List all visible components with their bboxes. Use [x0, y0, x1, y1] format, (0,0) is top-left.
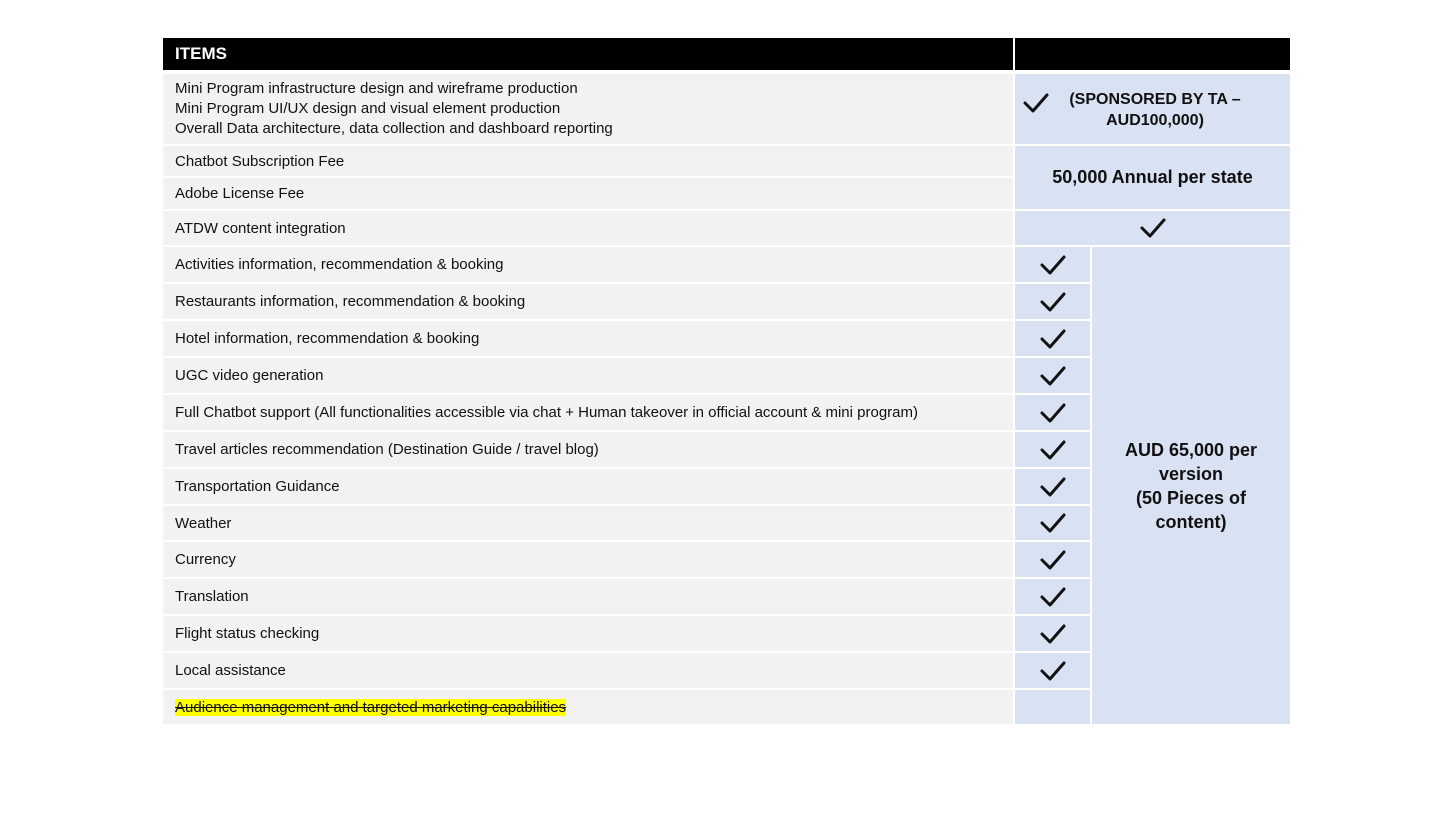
atdw-check-cell: [1015, 211, 1290, 245]
checkmark-icon: [1040, 402, 1066, 424]
feature-check-cell: [1015, 653, 1090, 688]
version-price-line-4: content): [1155, 511, 1227, 532]
checkmark-icon: [1040, 586, 1066, 608]
mini-program-line-3: Overall Data architecture, data collection and dashboard reporting: [175, 120, 613, 137]
feature-label: Activities information, recommendation & booking: [175, 256, 504, 273]
mini-program-items: [163, 74, 1013, 144]
checkmark-icon: [1040, 660, 1066, 682]
feature-check-cell: [1015, 321, 1090, 356]
checkmark-icon: [1140, 217, 1166, 239]
feature-check-cell: [1015, 395, 1090, 430]
atdw-row: ATDW content integration: [163, 211, 1013, 245]
feature-row: [163, 506, 1013, 540]
feature-row: [163, 432, 1013, 467]
feature-check-cell: [1015, 506, 1090, 540]
feature-label: Restaurants information, recommendation & booking: [175, 293, 526, 310]
feature-check-cell: [1015, 284, 1090, 319]
feature-label: Audience management and targeted marketing capabilities: [175, 698, 567, 716]
feature-check-cell: [1015, 579, 1090, 614]
version-price-line-1: AUD 65,000 per: [1124, 439, 1258, 460]
feature-check-cell: [1015, 469, 1090, 504]
feature-row: [163, 247, 1013, 282]
feature-row: [163, 284, 1013, 319]
mini-program-line-2: Mini Program UI/UX design and visual element production: [175, 100, 561, 117]
feature-check-cell: [1015, 616, 1090, 651]
version-price-cell: [1092, 247, 1290, 724]
checkmark-icon: [1040, 439, 1066, 461]
feature-label: Full Chatbot support (All functionalities accessible via chat + Human takeover in official account & mini program): [175, 404, 918, 421]
feature-row: [163, 321, 1013, 356]
feature-label: Translation: [175, 588, 249, 605]
checkmark-icon: [1040, 549, 1066, 571]
mini-program-line-1: Mini Program infrastructure design and wireframe production: [175, 80, 578, 97]
feature-row: [163, 690, 1013, 724]
checkmark-icon: [1023, 92, 1049, 114]
feature-label: Transportation Guidance: [175, 478, 340, 495]
checkmark-icon: [1040, 623, 1066, 645]
feature-row: [163, 579, 1013, 614]
checkmark-icon: [1040, 476, 1066, 498]
feature-check-cell: [1015, 358, 1090, 393]
feature-label: Flight status checking: [175, 625, 320, 642]
feature-row: [163, 653, 1013, 688]
feature-row: [163, 542, 1013, 577]
feature-row: [163, 469, 1013, 504]
feature-label: Local assistance: [175, 662, 286, 679]
checkmark-icon: [1040, 365, 1066, 387]
feature-row: [163, 358, 1013, 393]
chatbot-subscription-row: Chatbot Subscription Fee: [163, 146, 1013, 176]
checkmark-icon: [1040, 512, 1066, 534]
checkmark-icon: [1040, 328, 1066, 350]
feature-label: UGC video generation: [175, 367, 324, 384]
feature-row: [163, 395, 1013, 430]
feature-check-cell: [1015, 542, 1090, 577]
feature-check-cell: [1015, 432, 1090, 467]
sponsored-cell: [1015, 74, 1290, 144]
checkmark-icon: [1040, 291, 1066, 313]
feature-label: Weather: [175, 514, 232, 532]
annual-price-cell: 50,000 Annual per state: [1015, 146, 1290, 209]
feature-row: [163, 616, 1013, 651]
checkmark-icon: [1040, 254, 1066, 276]
adobe-license-row: Adobe License Fee: [163, 178, 1013, 209]
version-price-line-3: (50 Pieces of: [1135, 487, 1247, 508]
feature-label: Hotel information, recommendation & booking: [175, 330, 480, 347]
sponsored-note: (SPONSORED BY TA – AUD100,000): [1069, 91, 1241, 129]
right-header: [1015, 38, 1290, 70]
feature-check-cell: [1015, 690, 1090, 724]
feature-label: Currency: [175, 551, 236, 568]
version-price-line-2: version: [1158, 463, 1224, 484]
items-header: ITEMS: [163, 38, 1013, 70]
feature-check-cell: [1015, 247, 1090, 282]
feature-label: Travel articles recommendation (Destination Guide / travel blog): [175, 441, 599, 458]
